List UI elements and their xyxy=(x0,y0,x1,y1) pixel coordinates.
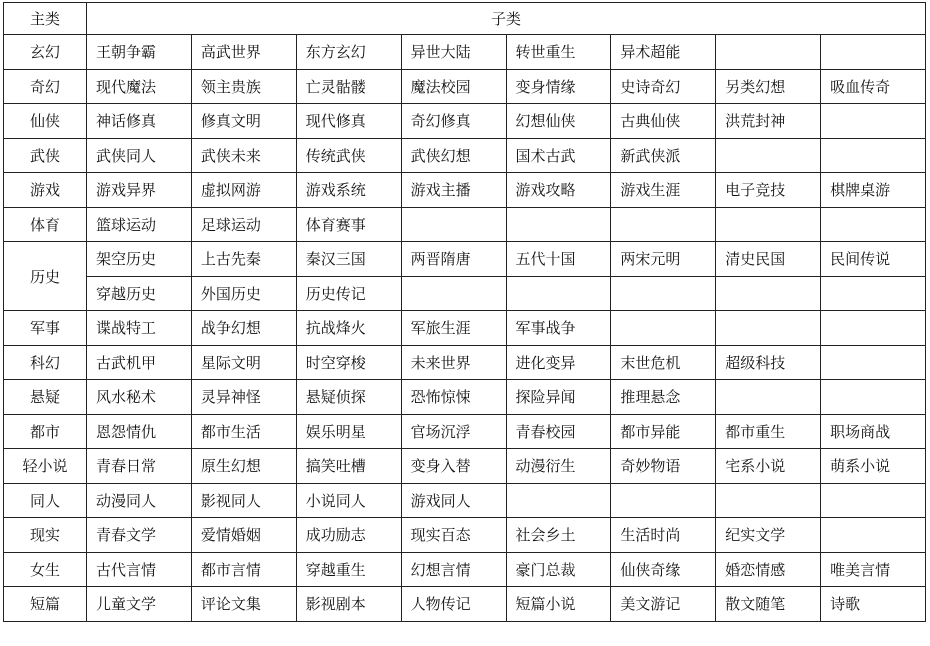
subcategory-cell: 战争幻想 xyxy=(191,311,296,346)
subcategory-cell xyxy=(716,207,821,242)
subcategory-cell: 影视同人 xyxy=(191,483,296,518)
subcategory-cell: 风水秘术 xyxy=(87,380,192,415)
subcategory-cell: 美文游记 xyxy=(611,587,716,622)
table-row xyxy=(4,518,926,553)
subcategory-cell: 游戏系统 xyxy=(296,173,401,208)
subcategory-cell: 武侠幻想 xyxy=(401,138,506,173)
table-row xyxy=(4,207,926,242)
subcategory-cell: 幻想言情 xyxy=(401,552,506,587)
subcategory-cell: 时空穿梭 xyxy=(296,345,401,380)
subcategory-cell: 都市言情 xyxy=(191,552,296,587)
subcategory-cell: 幻想仙侠 xyxy=(506,104,611,139)
header-main-category: 主类 xyxy=(4,3,87,35)
table-row xyxy=(4,414,926,449)
subcategory-cell: 萌系小说 xyxy=(821,449,926,484)
subcategory-cell: 五代十国 xyxy=(506,242,611,277)
subcategory-cell: 修真文明 xyxy=(191,104,296,139)
subcategory-cell: 军事战争 xyxy=(506,311,611,346)
subcategory-cell: 上古先秦 xyxy=(191,242,296,277)
subcategory-cell: 成功励志 xyxy=(296,518,401,553)
subcategory-cell: 传统武侠 xyxy=(296,138,401,173)
subcategory-cell: 评论文集 xyxy=(191,587,296,622)
subcategory-cell: 奇妙物语 xyxy=(611,449,716,484)
subcategory-cell xyxy=(716,311,821,346)
subcategory-cell: 国术古武 xyxy=(506,138,611,173)
table-row xyxy=(4,104,926,139)
subcategory-cell: 游戏异界 xyxy=(87,173,192,208)
table-row xyxy=(4,173,926,208)
table-row xyxy=(4,276,926,311)
subcategory-cell: 游戏生涯 xyxy=(611,173,716,208)
subcategory-cell xyxy=(611,276,716,311)
subcategory-cell: 探险异闻 xyxy=(506,380,611,415)
subcategory-cell: 豪门总裁 xyxy=(506,552,611,587)
subcategory-cell xyxy=(506,483,611,518)
subcategory-cell: 棋牌桌游 xyxy=(821,173,926,208)
subcategory-cell xyxy=(821,518,926,553)
subcategory-cell: 悬疑侦探 xyxy=(296,380,401,415)
subcategory-cell xyxy=(506,276,611,311)
subcategory-cell: 足球运动 xyxy=(191,207,296,242)
main-category-cell: 科幻 xyxy=(4,345,87,380)
subcategory-cell xyxy=(716,380,821,415)
subcategory-cell: 虚拟网游 xyxy=(191,173,296,208)
table-row xyxy=(4,587,926,622)
main-category-cell: 体育 xyxy=(4,207,87,242)
table-row xyxy=(4,69,926,104)
subcategory-cell: 历史传记 xyxy=(296,276,401,311)
subcategory-cell: 两宋元明 xyxy=(611,242,716,277)
table-row xyxy=(4,35,926,70)
subcategory-cell xyxy=(821,311,926,346)
subcategory-cell: 小说同人 xyxy=(296,483,401,518)
main-category-cell: 短篇 xyxy=(4,587,87,622)
subcategory-cell xyxy=(716,35,821,70)
subcategory-cell xyxy=(821,104,926,139)
subcategory-cell xyxy=(716,483,821,518)
subcategory-cell: 电子竞技 xyxy=(716,173,821,208)
table-row xyxy=(4,380,926,415)
main-category-cell: 轻小说 xyxy=(4,449,87,484)
table-row xyxy=(4,345,926,380)
subcategory-cell: 推理悬念 xyxy=(611,380,716,415)
subcategory-cell: 散文随笔 xyxy=(716,587,821,622)
subcategory-cell: 奇幻修真 xyxy=(401,104,506,139)
subcategory-cell: 秦汉三国 xyxy=(296,242,401,277)
subcategory-cell: 宅系小说 xyxy=(716,449,821,484)
subcategory-cell: 异世大陆 xyxy=(401,35,506,70)
subcategory-cell: 仙侠奇缘 xyxy=(611,552,716,587)
subcategory-cell: 星际文明 xyxy=(191,345,296,380)
table-row xyxy=(4,483,926,518)
subcategory-cell: 武侠同人 xyxy=(87,138,192,173)
subcategory-cell: 古武机甲 xyxy=(87,345,192,380)
subcategory-cell: 亡灵骷髅 xyxy=(296,69,401,104)
main-category-cell: 仙侠 xyxy=(4,104,87,139)
subcategory-cell: 短篇小说 xyxy=(506,587,611,622)
subcategory-cell: 王朝争霸 xyxy=(87,35,192,70)
subcategory-cell: 动漫衍生 xyxy=(506,449,611,484)
subcategory-cell: 体育赛事 xyxy=(296,207,401,242)
subcategory-cell: 游戏主播 xyxy=(401,173,506,208)
header-subcategory: 子类 xyxy=(87,3,926,35)
main-category-cell: 悬疑 xyxy=(4,380,87,415)
subcategory-cell: 现代修真 xyxy=(296,104,401,139)
table-row xyxy=(4,449,926,484)
main-category-cell: 军事 xyxy=(4,311,87,346)
subcategory-cell xyxy=(401,276,506,311)
main-category-cell: 都市 xyxy=(4,414,87,449)
subcategory-cell: 现实百态 xyxy=(401,518,506,553)
subcategory-cell: 武侠未来 xyxy=(191,138,296,173)
subcategory-cell: 领主贵族 xyxy=(191,69,296,104)
subcategory-cell xyxy=(821,207,926,242)
subcategory-cell: 影视剧本 xyxy=(296,587,401,622)
subcategory-cell: 游戏攻略 xyxy=(506,173,611,208)
subcategory-cell: 洪荒封神 xyxy=(716,104,821,139)
table-row xyxy=(4,138,926,173)
subcategory-cell: 民间传说 xyxy=(821,242,926,277)
subcategory-cell xyxy=(611,207,716,242)
main-category-cell: 奇幻 xyxy=(4,69,87,104)
subcategory-cell: 古典仙侠 xyxy=(611,104,716,139)
subcategory-cell: 谍战特工 xyxy=(87,311,192,346)
subcategory-cell: 变身入替 xyxy=(401,449,506,484)
main-category-cell: 历史 xyxy=(4,242,87,311)
subcategory-cell: 青春校园 xyxy=(506,414,611,449)
subcategory-cell: 清史民国 xyxy=(716,242,821,277)
subcategory-cell: 未来世界 xyxy=(401,345,506,380)
subcategory-cell: 进化变异 xyxy=(506,345,611,380)
main-category-cell: 武侠 xyxy=(4,138,87,173)
header-row xyxy=(4,3,926,35)
subcategory-cell: 青春日常 xyxy=(87,449,192,484)
subcategory-cell: 魔法校园 xyxy=(401,69,506,104)
subcategory-cell xyxy=(716,138,821,173)
subcategory-cell xyxy=(401,207,506,242)
subcategory-cell: 篮球运动 xyxy=(87,207,192,242)
subcategory-cell: 婚恋情感 xyxy=(716,552,821,587)
subcategory-cell: 搞笑吐槽 xyxy=(296,449,401,484)
subcategory-cell xyxy=(821,380,926,415)
subcategory-cell: 转世重生 xyxy=(506,35,611,70)
subcategory-cell: 纪实文学 xyxy=(716,518,821,553)
subcategory-cell: 官场沉浮 xyxy=(401,414,506,449)
subcategory-cell: 儿童文学 xyxy=(87,587,192,622)
subcategory-cell: 爱情婚姻 xyxy=(191,518,296,553)
subcategory-cell: 架空历史 xyxy=(87,242,192,277)
subcategory-cell: 娱乐明星 xyxy=(296,414,401,449)
subcategory-cell: 社会乡土 xyxy=(506,518,611,553)
subcategory-cell: 史诗奇幻 xyxy=(611,69,716,104)
subcategory-cell xyxy=(506,207,611,242)
subcategory-cell: 抗战烽火 xyxy=(296,311,401,346)
subcategory-cell: 军旅生涯 xyxy=(401,311,506,346)
subcategory-cell: 外国历史 xyxy=(191,276,296,311)
subcategory-cell: 超级科技 xyxy=(716,345,821,380)
subcategory-cell: 职场商战 xyxy=(821,414,926,449)
subcategory-cell: 唯美言情 xyxy=(821,552,926,587)
subcategory-cell: 吸血传奇 xyxy=(821,69,926,104)
subcategory-cell: 神话修真 xyxy=(87,104,192,139)
subcategory-cell xyxy=(821,483,926,518)
table-row xyxy=(4,311,926,346)
subcategory-cell: 青春文学 xyxy=(87,518,192,553)
subcategory-cell: 新武侠派 xyxy=(611,138,716,173)
subcategory-cell xyxy=(716,276,821,311)
subcategory-cell: 变身情缘 xyxy=(506,69,611,104)
subcategory-cell xyxy=(821,276,926,311)
subcategory-cell: 游戏同人 xyxy=(401,483,506,518)
subcategory-cell: 东方玄幻 xyxy=(296,35,401,70)
subcategory-cell: 原生幻想 xyxy=(191,449,296,484)
subcategory-cell: 都市重生 xyxy=(716,414,821,449)
category-table xyxy=(3,2,926,622)
subcategory-cell: 都市生活 xyxy=(191,414,296,449)
subcategory-cell: 穿越历史 xyxy=(87,276,192,311)
subcategory-cell: 异术超能 xyxy=(611,35,716,70)
main-category-cell: 女生 xyxy=(4,552,87,587)
subcategory-cell: 恐怖惊悚 xyxy=(401,380,506,415)
subcategory-cell xyxy=(611,483,716,518)
subcategory-cell: 末世危机 xyxy=(611,345,716,380)
subcategory-cell: 动漫同人 xyxy=(87,483,192,518)
main-category-cell: 同人 xyxy=(4,483,87,518)
subcategory-cell: 现代魔法 xyxy=(87,69,192,104)
subcategory-cell: 生活时尚 xyxy=(611,518,716,553)
subcategory-cell: 人物传记 xyxy=(401,587,506,622)
subcategory-cell: 都市异能 xyxy=(611,414,716,449)
main-category-cell: 玄幻 xyxy=(4,35,87,70)
subcategory-cell: 恩怨情仇 xyxy=(87,414,192,449)
subcategory-cell xyxy=(821,345,926,380)
subcategory-cell: 诗歌 xyxy=(821,587,926,622)
subcategory-cell xyxy=(611,311,716,346)
subcategory-cell xyxy=(821,138,926,173)
main-category-cell: 现实 xyxy=(4,518,87,553)
subcategory-cell: 穿越重生 xyxy=(296,552,401,587)
subcategory-cell: 古代言情 xyxy=(87,552,192,587)
subcategory-cell: 另类幻想 xyxy=(716,69,821,104)
subcategory-cell: 灵异神怪 xyxy=(191,380,296,415)
main-category-cell: 游戏 xyxy=(4,173,87,208)
subcategory-cell: 两晋隋唐 xyxy=(401,242,506,277)
subcategory-cell: 高武世界 xyxy=(191,35,296,70)
table-row xyxy=(4,242,926,277)
table-row xyxy=(4,552,926,587)
subcategory-cell xyxy=(821,35,926,70)
